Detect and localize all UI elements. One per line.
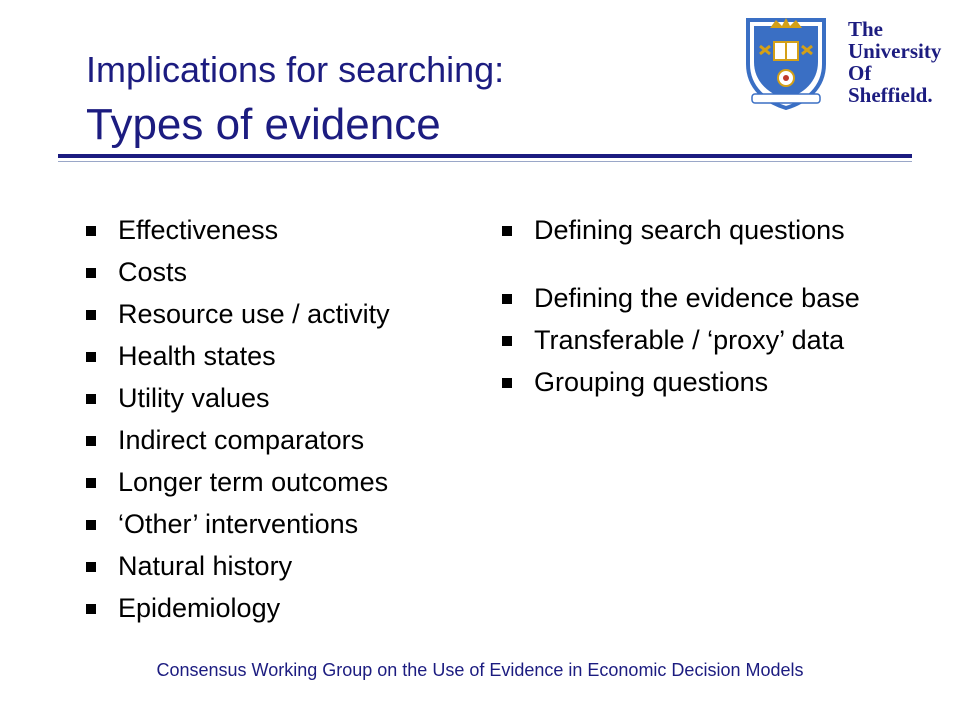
slide-footer: Consensus Working Group on the Use of Evidence in Economic Decision Models — [156, 660, 804, 680]
bullet-square-icon — [502, 226, 512, 236]
list-item: Transferable / ‘proxy’ data — [500, 324, 860, 356]
logo-wordmark: The University Of Sheffield. — [848, 17, 942, 107]
bullet-square-icon — [86, 562, 96, 572]
list-item: Longer term outcomes — [84, 466, 464, 498]
bullet-square-icon — [502, 336, 512, 346]
list-item: Defining search questions — [500, 214, 860, 246]
title-underline — [58, 154, 912, 158]
bullet-square-icon — [86, 394, 96, 404]
list-item: Utility values — [84, 382, 464, 414]
university-logo — [740, 14, 940, 114]
list-item: Defining the evidence base — [500, 282, 860, 314]
bullet-square-icon — [86, 226, 96, 236]
bullet-square-icon — [86, 520, 96, 530]
list-item: ‘Other’ interventions — [84, 508, 464, 540]
bullet-square-icon — [86, 436, 96, 446]
list-item: Effectiveness — [84, 214, 464, 246]
bullet-square-icon — [502, 378, 512, 388]
crest-icon — [740, 14, 832, 110]
list-item: Costs — [84, 256, 464, 288]
right-bullet-list — [500, 214, 860, 408]
list-item: Grouping questions — [500, 366, 860, 398]
list-item: Indirect comparators — [84, 424, 464, 456]
list-item: Health states — [84, 340, 464, 372]
bullet-square-icon — [86, 478, 96, 488]
slide-title-line-2: Types of evidence — [86, 100, 441, 149]
bullet-square-icon — [86, 310, 96, 320]
title-underline-thin — [58, 161, 912, 162]
bullet-square-icon — [502, 294, 512, 304]
slide-title-line-1: Implications for searching: — [86, 49, 505, 90]
list-item: Epidemiology — [84, 592, 464, 624]
left-bullet-list — [84, 214, 464, 634]
list-item: Natural history — [84, 550, 464, 582]
list-item: Resource use / activity — [84, 298, 464, 330]
bullet-square-icon — [86, 268, 96, 278]
bullet-square-icon — [86, 604, 96, 614]
bullet-square-icon — [86, 352, 96, 362]
